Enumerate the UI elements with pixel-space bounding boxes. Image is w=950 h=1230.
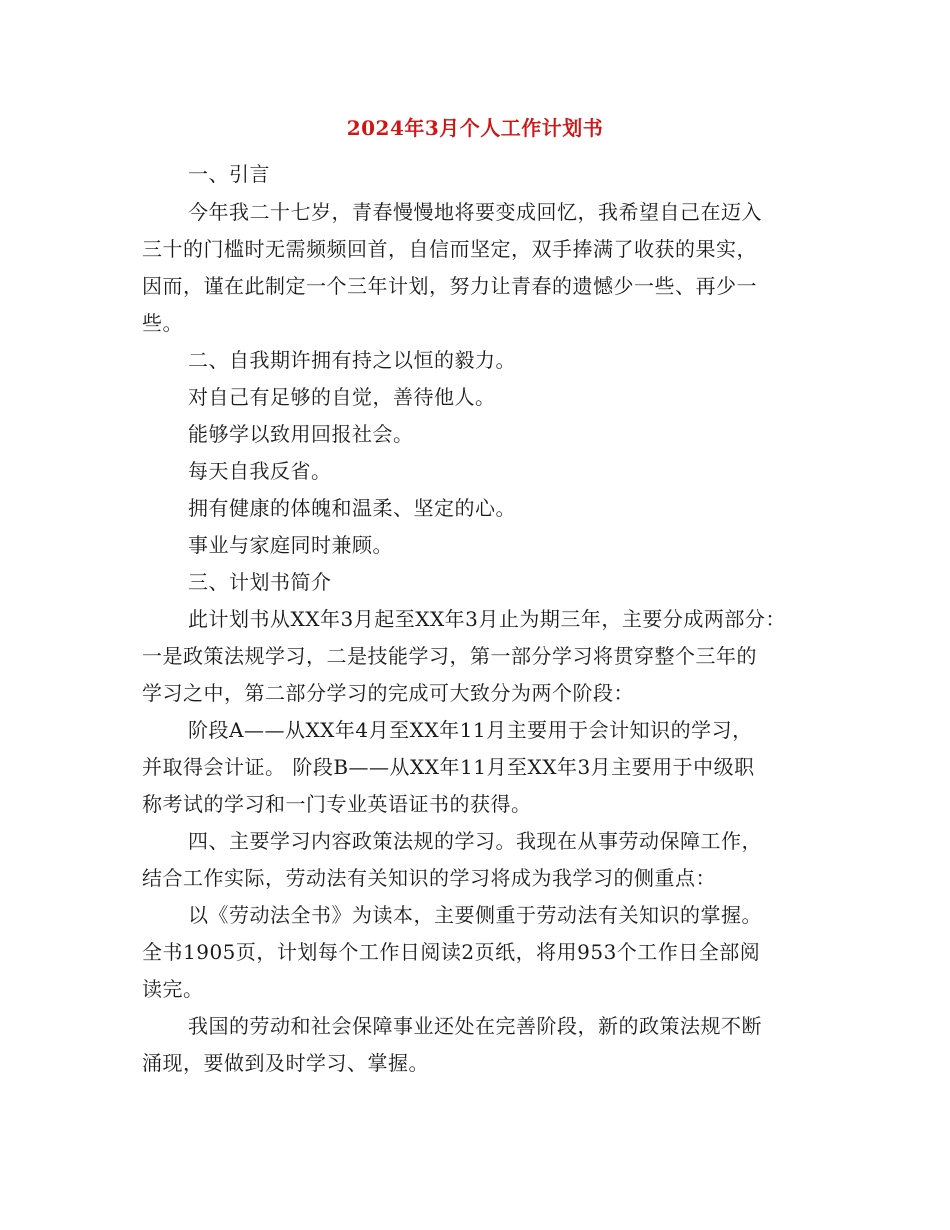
paragraph-line: 些。 (142, 311, 183, 335)
paragraph-line: 结合工作实际，劳动法有关知识的学习将成为我学习的侧重点： (142, 866, 716, 890)
paragraph-line: 阶段A——从XX年4月至XX年11月主要用于会计知识的学习， (188, 718, 753, 742)
paragraph-line: 每天自我反省。 (188, 459, 332, 483)
paragraph-line: 能够学以致用回报社会。 (188, 422, 414, 446)
paragraph-line: 因而，谨在此制定一个三年计划，努力让青春的遗憾少一些、再少一 (142, 274, 757, 298)
paragraph-line: 读完。 (142, 977, 204, 1001)
paragraph-line: 一是政策法规学习，二是技能学习，第一部分学习将贯穿整个三年的 (142, 644, 757, 668)
document-title: 2024年3月个人工作计划书 (346, 116, 604, 140)
paragraph-line: 三十的门槛时无需频频回首，自信而坚定，双手捧满了收获的果实， (142, 237, 757, 261)
paragraph-line: 称考试的学习和一门专业英语证书的获得。 (142, 792, 532, 816)
paragraph-line: 全书1905页，计划每个工作日阅读2页纸，将用953个工作日全部阅 (142, 940, 761, 964)
paragraph-line: 拥有健康的体魄和温柔、坚定的心。 (188, 496, 516, 520)
section-heading-expectations: 二、自我期许拥有持之以恒的毅力。 (188, 348, 516, 372)
paragraph-line: 并取得会计证。 阶段B——从XX年11月至XX年3月主要用于中级职 (142, 755, 755, 779)
section-heading-overview: 三、计划书简介 (188, 570, 332, 594)
paragraph-line: 对自己有足够的自觉，善待他人。 (188, 385, 496, 409)
paragraph-line: 今年我二十七岁，青春慢慢地将要变成回忆，我希望自己在迈入 (188, 200, 762, 224)
paragraph-line: 涌现，要做到及时学习、掌握。 (142, 1051, 429, 1075)
paragraph-line: 以《劳动法全书》为读本，主要侧重于劳动法有关知识的掌握。 (188, 903, 762, 927)
paragraph-line: 事业与家庭同时兼顾。 (188, 533, 393, 557)
section-heading-intro: 一、引言 (188, 162, 270, 186)
paragraph-line: 我国的劳动和社会保障事业还处在完善阶段，新的政策法规不断 (188, 1014, 762, 1038)
paragraph-line: 此计划书从XX年3月起至XX年3月止为期三年，主要分成两部分： (188, 607, 786, 631)
paragraph-line: 学习之中，第二部分学习的完成可大致分为两个阶段： (142, 681, 634, 705)
section-heading-content: 四、主要学习内容政策法规的学习。我现在从事劳动保障工作， (188, 829, 762, 853)
